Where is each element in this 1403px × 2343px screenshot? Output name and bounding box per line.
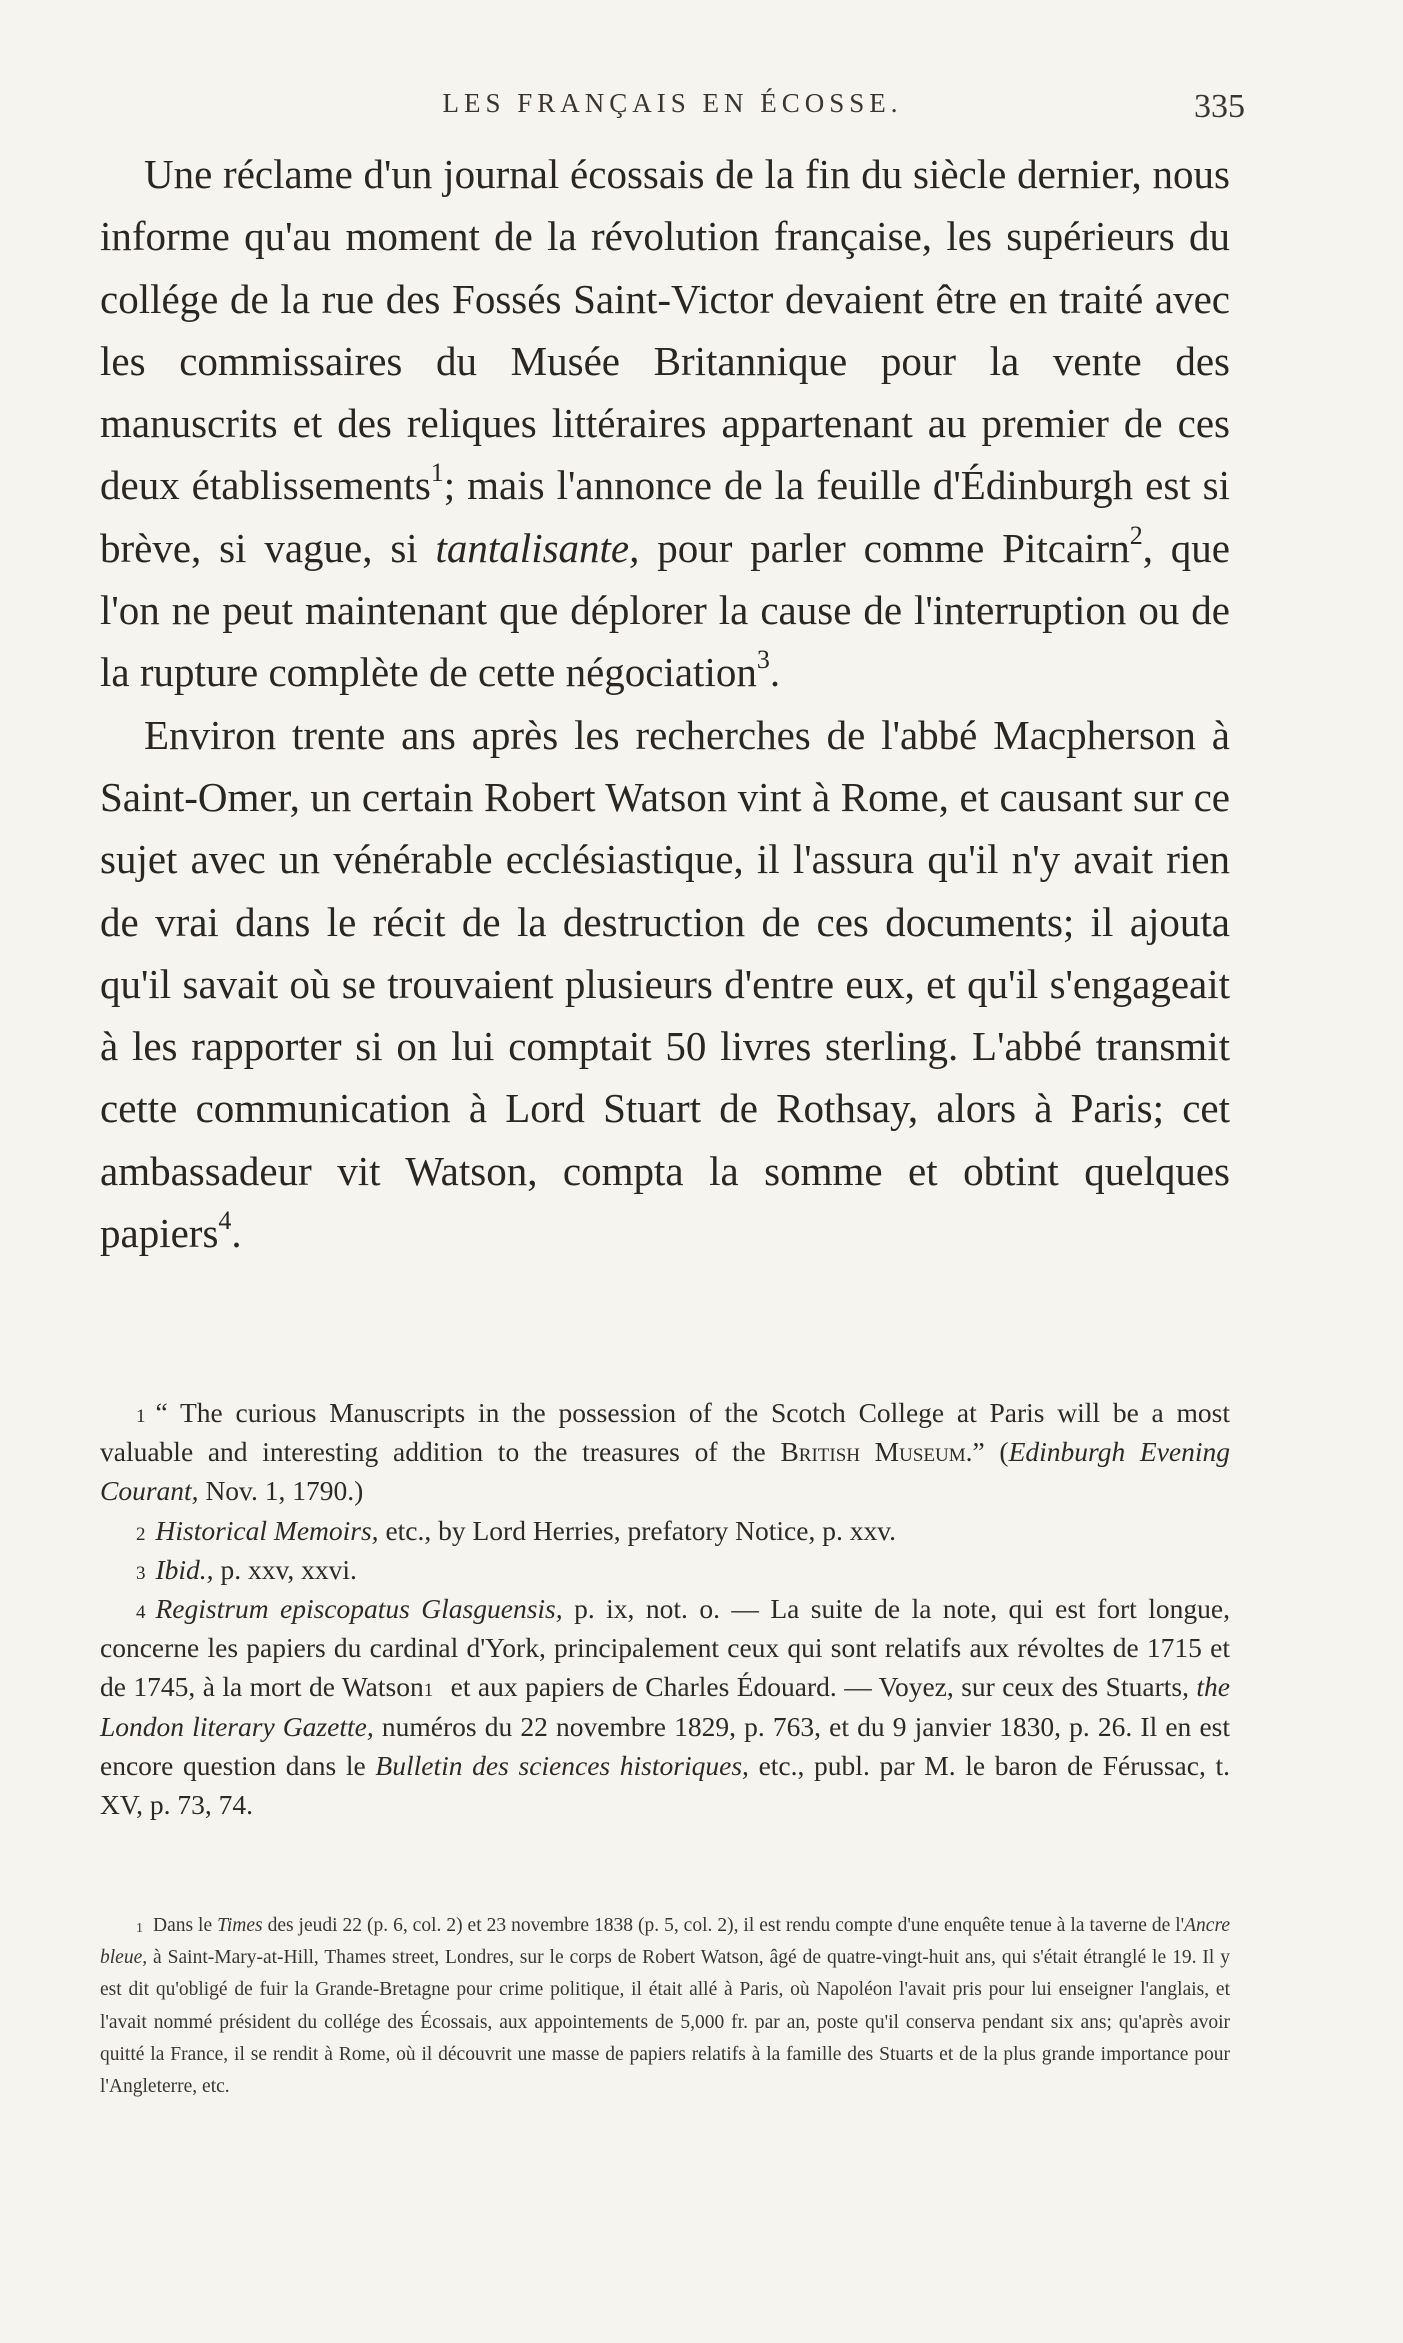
footnote-4-text-d: etc., publ. par M. le baron de Férussac, t. XV, p. 73, 74. [100, 1749, 1231, 1821]
sub-footnote-text-c: à Saint-Mary-at-Hill, Thames street, Londres, sur le corps de Robert Watson, âgé de quatre-vingt-huit ans, qui s'était étranglé le 19. Il y est dit qu'obligé de fuir la Grande-Bretagne pour crime politique, il était allé à Paris, où Napoléon l'avait pris pour lui enseigner l'anglais, et l'avait nommé président du collége des Écossais, aux appointements de 5,000 fr. par an, poste qu'il conserva pendant six ans; qu'après avoir quitté la France, il se rendit à Rome, où il découvrit une masse de papiers relatifs à la famille des Stuarts et de la plus grande importance pour l'Angleterre, etc. [100, 1947, 1230, 2098]
footnote-4-text-b: et aux papiers de Charles Édouard. — Voyez, sur ceux des Stuarts, [443, 1671, 1197, 1703]
sub-footnote-text-b: des jeudi 22 (p. 6, col. 2) et 23 novembre 1838 (p. 5, col. 2), il est rendu compte d'une enquête tenue à la taverne de l' [262, 1915, 1185, 1936]
sub-footnote-italic-1: Times [217, 1915, 263, 1936]
paragraph-1-text-b: ; mais l'annonce de la feuille d'Édinburgh est si brève, si vague, si [100, 462, 1230, 571]
footnote-1-smallcaps: British Museum [780, 1436, 966, 1468]
footnote-3 [100, 1550, 1230, 1589]
footnote-2-text: etc., by Lord Herries, prefatory Notice, p. xxv. [378, 1514, 897, 1546]
footnote-1 [100, 1393, 1230, 1511]
footnote-ref-1: 1 [430, 458, 444, 488]
sub-footnote-italic-2: Ancre bleue, [100, 1915, 1230, 1969]
footnote-4 [100, 1589, 1230, 1824]
paragraph-1-italic: tantalisante, [435, 524, 640, 571]
footnote-2-italic: Historical Memoirs, [155, 1514, 379, 1546]
paragraph-1-text-a: Une réclame d'un journal écossais de la fin du siècle dernier, nous informe qu'au moment de la révolution française, les supérieurs du collége de la rue des Fossés Saint-Victor devaient être en traité avec les commissaires du Musée Britannique pour la vente des manuscrits et des reliques littéraires appartenant au premier de ces deux établissements [100, 151, 1230, 509]
footnote-4-italic-2: the London literary Gazette, [100, 1671, 1230, 1742]
footnote-4-subref: 1 [423, 1680, 434, 1702]
footnote-4-number: 4 [136, 1602, 146, 1624]
footnote-2-number: 2 [136, 1523, 146, 1545]
sub-footnote-number: 1 [136, 1921, 143, 1936]
running-head [100, 88, 1245, 128]
footnote-1-number: 1 [136, 1406, 146, 1427]
paragraph-2 [100, 704, 1230, 1265]
footnote-1-text-c: Nov. 1, 1790.) [198, 1475, 364, 1507]
page-number: 335 [1194, 88, 1245, 125]
paragraph-1-text-c: pour parler comme Pitcairn [639, 524, 1130, 571]
footnote-1-italic: Edinburgh Evening Courant, [100, 1436, 1230, 1507]
footnote-2 [100, 1511, 1230, 1550]
footnote-ref-4: 4 [218, 1206, 232, 1236]
footnote-4-text-c: numéros du 22 novembre 1829, p. 763, et du 9 janvier 1830, p. 26. Il en est encore question dans le [100, 1710, 1230, 1781]
paragraph-2-text-a: Environ trente ans après les recherches de l'abbé Macpherson à Saint-Omer, un certain Robert Watson vint à Rome, et causant sur ce sujet avec un vénérable ecclésiastique, il l'assura qu'il n'y avait rien de vrai dans le récit de la destruction de ces documents; il ajouta qu'il savait où se trouvaient plusieurs d'entre eux, et qu'il s'engageait à les rapporter si on lui comptait 50 livres sterling. L'abbé transmit cette communication à Lord Stuart de Rothsay, alors à Paris; cet ambassadeur vit Watson, compta la somme et obtint quelques papiers [100, 711, 1230, 1257]
footnote-4-text-a: p. ix, not. o. — La suite de la note, qui est fort longue, concerne les papiers du cardinal d'York, principalement ceux qui sont relatifs aux révoltes de 1715 et de 1745, à la mort de Watson [100, 1593, 1230, 1703]
main-text [100, 143, 1230, 1264]
footnotes [100, 1393, 1230, 1824]
sub-footnote-1 [100, 1910, 1230, 2103]
paragraph-2-text-b: . [231, 1210, 242, 1257]
footnote-3-italic: Ibid., [155, 1553, 214, 1585]
footnote-3-number: 3 [136, 1562, 146, 1584]
footnote-ref-2: 2 [1129, 520, 1143, 550]
footnote-4-italic-1: Registrum episcopatus Glasguensis, [155, 1593, 563, 1625]
footnote-1-text-a: “ The curious Manuscripts in the possession of the Scotch College at Paris will be a most valuable and interesting addition to the treasures of the [100, 1397, 1230, 1468]
sub-footnote-text-a: Dans le [153, 1915, 218, 1936]
running-title: LES FRANÇAIS EN ÉCOSSE. [442, 88, 903, 118]
footnote-4-italic-3: Bulletin des sciences historiques, [375, 1749, 749, 1781]
paragraph-1-text-d: , que l'on ne peut maintenant que déplorer la cause de l'interruption ou de la rupture complète de cette négociation [100, 524, 1230, 696]
footnote-ref-3: 3 [756, 645, 770, 675]
footnote-3-text: p. xxv, xxvi. [213, 1553, 357, 1585]
paragraph-1 [100, 143, 1230, 704]
paragraph-1-text-e: . [769, 649, 781, 696]
footnote-1-text-b: .” ( [965, 1436, 1009, 1468]
sub-footnote [100, 1910, 1230, 2103]
